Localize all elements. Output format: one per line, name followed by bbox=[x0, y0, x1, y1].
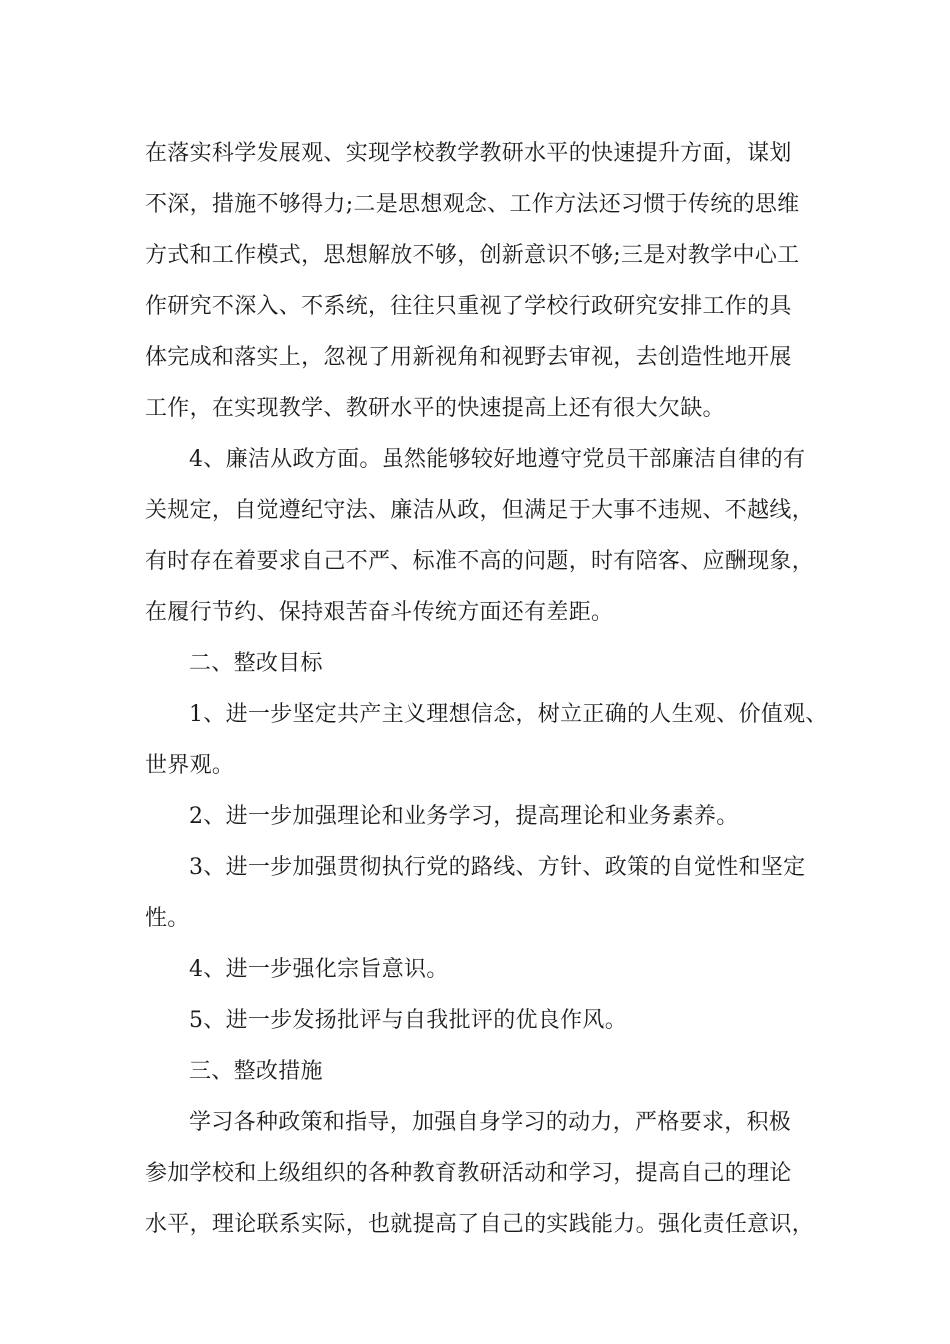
text-line: 不深，措施不够得力;二是思想观念、工作方法还习惯于传统的思维 bbox=[145, 192, 800, 217]
text-line: 世界观。 bbox=[145, 753, 235, 778]
paragraph-start-line: 1、进一步坚定共产主义理想信念，树立正确的人生观、价值观、 bbox=[189, 702, 828, 727]
document-body bbox=[145, 128, 828, 1250]
text-line: 参加学校和上级组织的各种教育教研活动和学习，提高自己的理论 bbox=[145, 1161, 792, 1186]
text-line: 作研究不深入、不系统，往往只重视了学校行政研究安排工作的具 bbox=[145, 294, 792, 319]
paragraph-start-line: 5、进一步发扬批评与自我批评的优良作风。 bbox=[189, 1008, 627, 1033]
paragraph-start-line: 学习各种政策和指导，加强自身学习的动力，严格要求，积极 bbox=[189, 1110, 792, 1135]
text-line: 在落实科学发展观、实现学校教学教研水平的快速提升方面，谋划 bbox=[145, 141, 792, 166]
paragraph-start-line: 3、进一步加强贯彻执行党的路线、方针、政策的自觉性和坚定 bbox=[189, 855, 806, 880]
text-line: 水平，理论联系实际，也就提高了自己的实践能力。强化责任意识， bbox=[145, 1212, 815, 1237]
section-heading-measures: 三、整改措施 bbox=[189, 1059, 323, 1084]
paragraph-start-line: 2、进一步加强理论和业务学习，提高理论和业务素养。 bbox=[189, 804, 739, 829]
text-line: 在履行节约、保持艰苦奋斗传统方面还有差距。 bbox=[145, 600, 614, 625]
text-line: 性。 bbox=[145, 906, 190, 931]
section-heading-goals: 二、整改目标 bbox=[189, 651, 323, 676]
text-line: 工作，在实现教学、教研水平的快速提高上还有很大欠缺。 bbox=[145, 396, 725, 421]
text-line: 有时存在着要求自己不严、标准不高的问题，时有陪客、应酬现象， bbox=[145, 549, 815, 574]
text-line: 关规定，自觉遵纪守法、廉洁从政，但满足于大事不违规、不越线， bbox=[145, 498, 815, 523]
text-line: 方式和工作模式，思想解放不够，创新意识不够;三是对教学中心工 bbox=[145, 243, 800, 268]
text-line: 体完成和落实上，忽视了用新视角和视野去审视，去创造性地开展 bbox=[145, 345, 792, 370]
paragraph-start-line: 4、廉洁从政方面。虽然能够较好地遵守党员干部廉洁自律的有 bbox=[189, 447, 806, 472]
paragraph-start-line: 4、进一步强化宗旨意识。 bbox=[189, 957, 449, 982]
